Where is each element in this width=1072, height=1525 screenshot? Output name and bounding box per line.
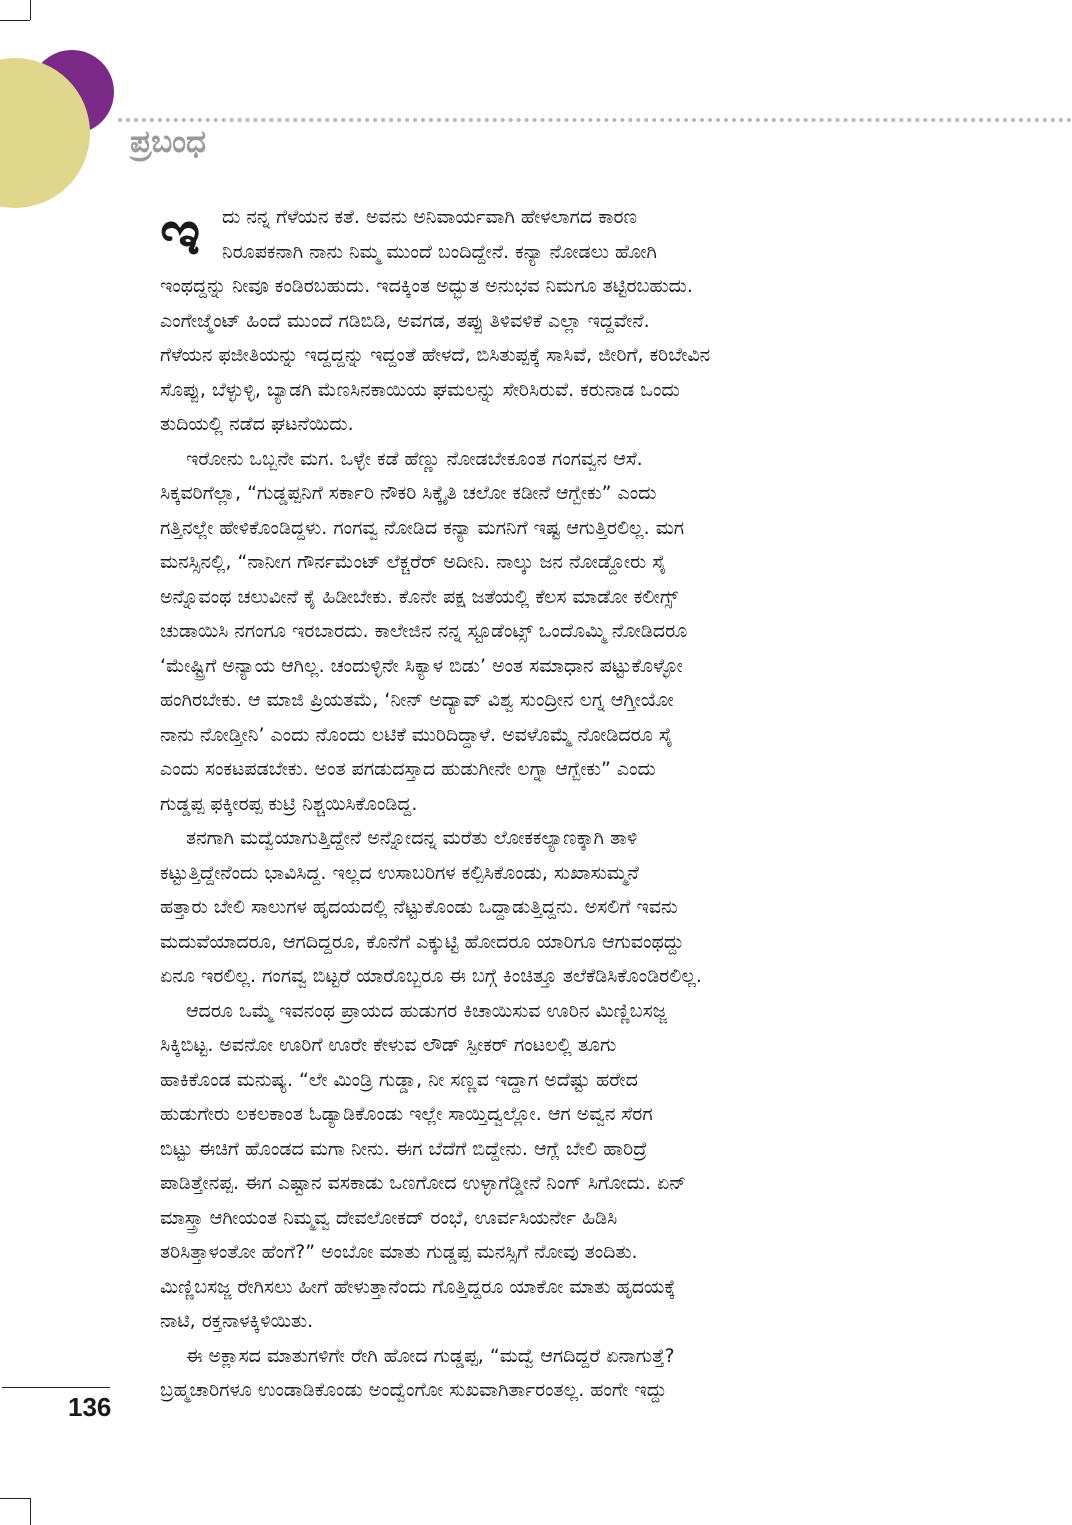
header-dotted-rule (118, 118, 1072, 122)
drop-cap: ಇ (160, 196, 201, 269)
text-line: ಗುಡ್ಡಪ್ಪ ಫಕ್ಕೀರಪ್ಪ ಕುಟ್ರಿ ನಿಶ್ಚಯಿಸಿಕೊಂಡಿದ್ದ. (160, 792, 418, 815)
text-line: ಎಂದು ಸಂಕಟಪಡಬೇಕು. ಅಂತ ಪಗಡುದಸ್ತಾದ ಹುಡುಗೀನೇ ಲಗ್ನಾ ಆಗ್ಬೇಕು” ಎಂದು (160, 758, 656, 780)
section-title: ಪ್ರಬಂಧ (130, 124, 206, 160)
text-line: ತರಿಸಿತ್ತಾಳಂತೋ ಹೆಂಗೆ?” ಅಂಬೋ ಮಾತು ಗುಡ್ಡಪ್ಪ ಮನಸ್ಸಿಗೆ ನೋವು ತಂದಿತು. (160, 1241, 638, 1263)
text-line: ಸೊಪ್ಪು, ಬೆಳ್ಳುಳ್ಳಿ, ಬ್ಯಾಡಗಿ ಮೆಣಸಿನಕಾಯಿಯ ಘಮಲನ್ನು ಸೇರಿಸಿರುವೆ. ಕರುನಾಡ ಒಂದು (160, 378, 680, 401)
text-line: ಆದರೂ ಒಮ್ಮೆ ಇವನಂಥ ಪ್ರಾಯದ ಹುಡುಗರ ಕಿಚಾಯಿಸುವ ಊರಿನ ಮಿಣ್ಣಿಬಸಜ್ಜ (186, 999, 667, 1022)
text-line: ಎಂಗೇಜ್ಮೆಂಟ್ ಹಿಂದೆ ಮುಂದೆ ಗಡಿಬಿಡಿ, ಅವಗಡ, ತಪ್ಪು ತಿಳಿವಳಿಕೆ ಎಲ್ಲಾ ಇದ್ದವೇನೆ. (160, 309, 650, 332)
page-number-rule (2, 1387, 110, 1388)
text-line: ನಾನು ನೋಡ್ತೀನಿ’ ಎಂದು ನೊಂದು ಲಟಿಕೆ ಮುರಿದಿದ್ದಾಳೆ. ಅವಳೊಮ್ಮೆ ನೋಡಿದರೂ ಸೈ (160, 723, 673, 746)
text-line: ಏನೂ ಇರಲಿಲ್ಲ. ಗಂಗವ್ವ ಬಿಟ್ಟರೆ ಯಾರೊಬ್ಬರೂ ಈ ಬಗ್ಗೆ ಕಿಂಚಿತ್ತೂ ತಲೆಕೆಡಿಸಿಕೊಂಡಿರಲಿಲ್ಲ. (160, 965, 702, 987)
text-line: ಹತ್ತಾರು ಬೇಲಿ ಸಾಲುಗಳ ಹೃದಯದಲ್ಲಿ ನೆಟ್ಟುಕೊಂಡು ಒದ್ದಾಡುತ್ತಿದ್ದನು. ಅಸಲಿಗೆ ಇವನು (160, 896, 678, 918)
page-number: 136 (68, 1392, 112, 1422)
text-line: ಮನಸ್ಸಿನಲ್ಲಿ, “ನಾನೀಗ ಗೌರ್ನಮೆಂಟ್ ಲೆಕ್ಚರೆರ್ ಅದೀನಿ. ನಾಲ್ಕು ಜನ ನೋಡ್ದೋರು ಸೈ (160, 551, 667, 573)
text-line: ತುದಿಯಲ್ಲಿ ನಡೆದ ಘಟನೆಯಿದು. (160, 413, 354, 435)
text-line: ಹಂಗಿರಬೇಕು. ಆ ಮಾಜಿ ಪ್ರಿಯತಮೆ, ‘ನೀನ್ ಅದ್ಯಾವ್ ವಿಶ್ವ ಸುಂದ್ರೀನ ಲಗ್ನ ಆಗ್ತೀಯೋ (160, 689, 674, 711)
text-line: ನಿರೂಪಕನಾಗಿ ನಾನು ನಿಮ್ಮ ಮುಂದೆ ಬಂದಿದ್ದೇನೆ. ಕನ್ಯಾ ನೋಡಲು ಹೋಗಿ (222, 240, 657, 263)
text-line: ಅನ್ನೊವಂಥ ಚಲುವೀನೆ ಕೈ ಹಿಡೀಬೇಕು. ಕೊನೇ ಪಕ್ಷ ಜತೆಯಲ್ಲಿ ಕೆಲಸ ಮಾಡೋ ಕಲೀಗ್ಸ್ (160, 585, 679, 608)
text-line: ಇಂಥದ್ದನ್ನು ನೀವೂ ಕಂಡಿರಬಹುದು. ಇದಕ್ಕಿಂತ ಅದ್ಭುತ ಅನುಭವ ನಿಮಗೂ ತಟ್ಟಿರಬಹುದು. (160, 275, 693, 297)
text-line: ಕಟ್ಟುತ್ತಿದ್ದೇನೆಂದು ಭಾವಿಸಿದ್ದ. ಇಲ್ಲದ ಉಸಾಬರಿಗಳ ಕಲ್ಪಿಸಿಕೊಂಡು, ಸುಖಾಸುಮ್ಮನೆ (160, 861, 639, 884)
text-line: ಸಿಕ್ಕವರಿಗೆಲ್ಲಾ, “ಗುಡ್ಡಪ್ಪನಿಗೆ ಸರ್ಕಾರಿ ನೌಕರಿ ಸಿಕ್ಕೈತಿ ಚಲೋ ಕಡೀನೆ ಆಗ್ಬೇಕು” ಎಂದು (160, 482, 657, 504)
text-line: ಸಿಕ್ಕಿಬಿಟ್ಟ. ಅವನೋ ಊರಿಗೆ ಊರೇ ಕೇಳುವ ಲೌಡ್ ಸ್ಪೀಕರ್ ಗಂಟಲಲ್ಲಿ ತೂಗು (160, 1034, 617, 1056)
text-line: ಈ ಅಕ್ಲಾಸದ ಮಾತುಗಳಿಗೇ ರೇಗಿ ಹೋದ ಗುಡ್ಡಪ್ಪ, “ಮದ್ವೆ ಆಗದಿದ್ದರೆ ಏನಾಗುತ್ತೆ? (186, 1344, 675, 1367)
text-line: ಇರೋನು ಒಬ್ಬನೇ ಮಗ. ಒಳ್ಳೇ ಕಡೆ ಹೆಣ್ಣು ನೋಡಬೇಕೂಂತ ಗಂಗವ್ವನ ಆಸೆ. (186, 447, 643, 470)
text-line: ಗತ್ತಿನಲ್ಲೇ ಹೇಳಿಕೊಂಡಿದ್ದಳು. ಗಂಗವ್ವ ನೋಡಿದ ಕನ್ಯಾ ಮಗನಿಗೆ ಇಷ್ಟ ಆಗುತ್ತಿರಲಿಲ್ಲ. ಮಗ (160, 516, 685, 539)
text-line: ‘ಮೇಷ್ಟ್ರಿಗೆ ಅನ್ಯಾಯ ಆಗಿಲ್ಲ. ಚಂದುಳ್ಳಿನೇ ಸಿಕ್ಯಾಳ ಬಿಡು’ ಅಂತ ಸಮಾಧಾನ ಪಟ್ಟುಕೊಳ್ಳೋ (160, 654, 683, 677)
crop-mark (30, 1498, 31, 1525)
text-line: ಮದುವೆಯಾದರೂ, ಆಗದಿದ್ದರೂ, ಕೊನೆಗೆ ಎಕ್ಕುಟ್ಟಿ ಹೋದರೂ ಯಾರಿಗೂ ಆಗುವಂಥದ್ದು (160, 930, 684, 953)
text-line: ಹಾಕಿಕೊಂಡ ಮನುಷ್ಯ. “ಲೇ ಮಿಂಡ್ರಿ ಗುಡ್ಡಾ, ನೀ ಸಣ್ಣವ ಇದ್ದಾಗ ಅದೆಷ್ಟು ಹರೇದ (160, 1068, 638, 1091)
text-line: ಬ್ರಹ್ಮಚಾರಿಗಳೂ ಉಂಡಾಡಿಕೊಂಡು ಅಂದ್ವೆಂಗೋ ಸುಖವಾಗಿರ್ತಾರಂತಲ್ಲ. ಹಂಗೇ ಇದ್ದು (160, 1379, 667, 1401)
text-line: ಮಾಸ್ತ್ರಾ ಆಗೀಯಂತ ನಿಮ್ಮವ್ವ ದೇವಲೋಕದ್ ರಂಭೆ, ಊರ್ವಸಿಯರ್ನೇ ಹಿಡಿಸಿ (160, 1206, 618, 1229)
text-line: ಚುಡಾಯಿಸಿ ನಗಂಗೂ ಇರಬಾರದು. ಕಾಲೇಜಿನ ನನ್ನ ಸ್ಟೂಡೆಂಟ್ಸ್ ಒಂದೊಮ್ಮಿ ನೋಡಿದರೂ (160, 620, 688, 642)
text-line: ಪಾಡಿತ್ತೇನಪ್ಪ. ಈಗ ಎಷ್ಟಾನ ವಸಕಾಡು ಒಣಗೋದ ಉಳ್ಳಾಗೆಡ್ಡೀನೆ ನಿಂಗ್ ಸಿಗೋದು. ಏನ್ (160, 1172, 686, 1194)
text-line: ಮಿಣ್ಣಿಬಸಜ್ಜ ರೇಗಿಸಲು ಹೀಗೆ ಹೇಳುತ್ತಾನೆಂದು ಗೊತ್ತಿದ್ದರೂ ಯಾಕೋ ಮಾತು ಹೃದಯಕ್ಕೆ (160, 1275, 676, 1298)
essay-body (160, 196, 912, 1408)
text-line: ನಾಟಿ, ರಕ್ತನಾಳಕ್ಕಿಳಿಯಿತು. (160, 1310, 314, 1332)
crop-mark (0, 1498, 30, 1499)
crop-mark (0, 20, 30, 21)
text-line: ಬಿಟ್ಟು ಈಚಿಗೆ ಹೊಂಡದ ಮಗಾ ನೀನು. ಈಗ ಬೆದೆಗೆ ಬಿದ್ದೇನು. ಆಗ್ಲೆ ಬೇಲಿ ಹಾರಿದ್ರೆ (160, 1137, 648, 1160)
crop-mark (30, 0, 31, 20)
text-line: ದು ನನ್ನ ಗೆಳೆಯನ ಕತೆ. ಅವನು ಅನಿವಾರ್ಯವಾಗಿ ಹೇಳಲಾಗದ ಕಾರಣ (222, 206, 637, 228)
text-line: ಗೆಳೆಯನ ಫಜೀತಿಯನ್ನು ಇದ್ದದ್ದನ್ನು ಇದ್ದಂತೆ ಹೇಳದೆ, ಬಿಸಿತುಪ್ಪಕ್ಕೆ ಸಾಸಿವೆ, ಜೀರಿಗೆ, ಕರಿಬೇವಿನ (160, 344, 711, 366)
text-line: ಹುಡುಗೇರು ಲಕಲಕಾಂತ ಓಡ್ಯಾಡಿಕೊಂಡು ಇಲ್ಲೇ ಸಾಯ್ತಿದ್ವಲ್ಲೋ. ಆಗ ಅವ್ವನ ಸೆರಗ (160, 1103, 653, 1125)
text-line: ತನಗಾಗಿ ಮದ್ವೆಯಾಗುತ್ತಿದ್ದೇನೆ ಅನ್ನೋದನ್ನ ಮರೆತು ಲೋಕಕಲ್ಯಾಣಕ್ಕಾಗಿ ತಾಳಿ (186, 827, 638, 849)
